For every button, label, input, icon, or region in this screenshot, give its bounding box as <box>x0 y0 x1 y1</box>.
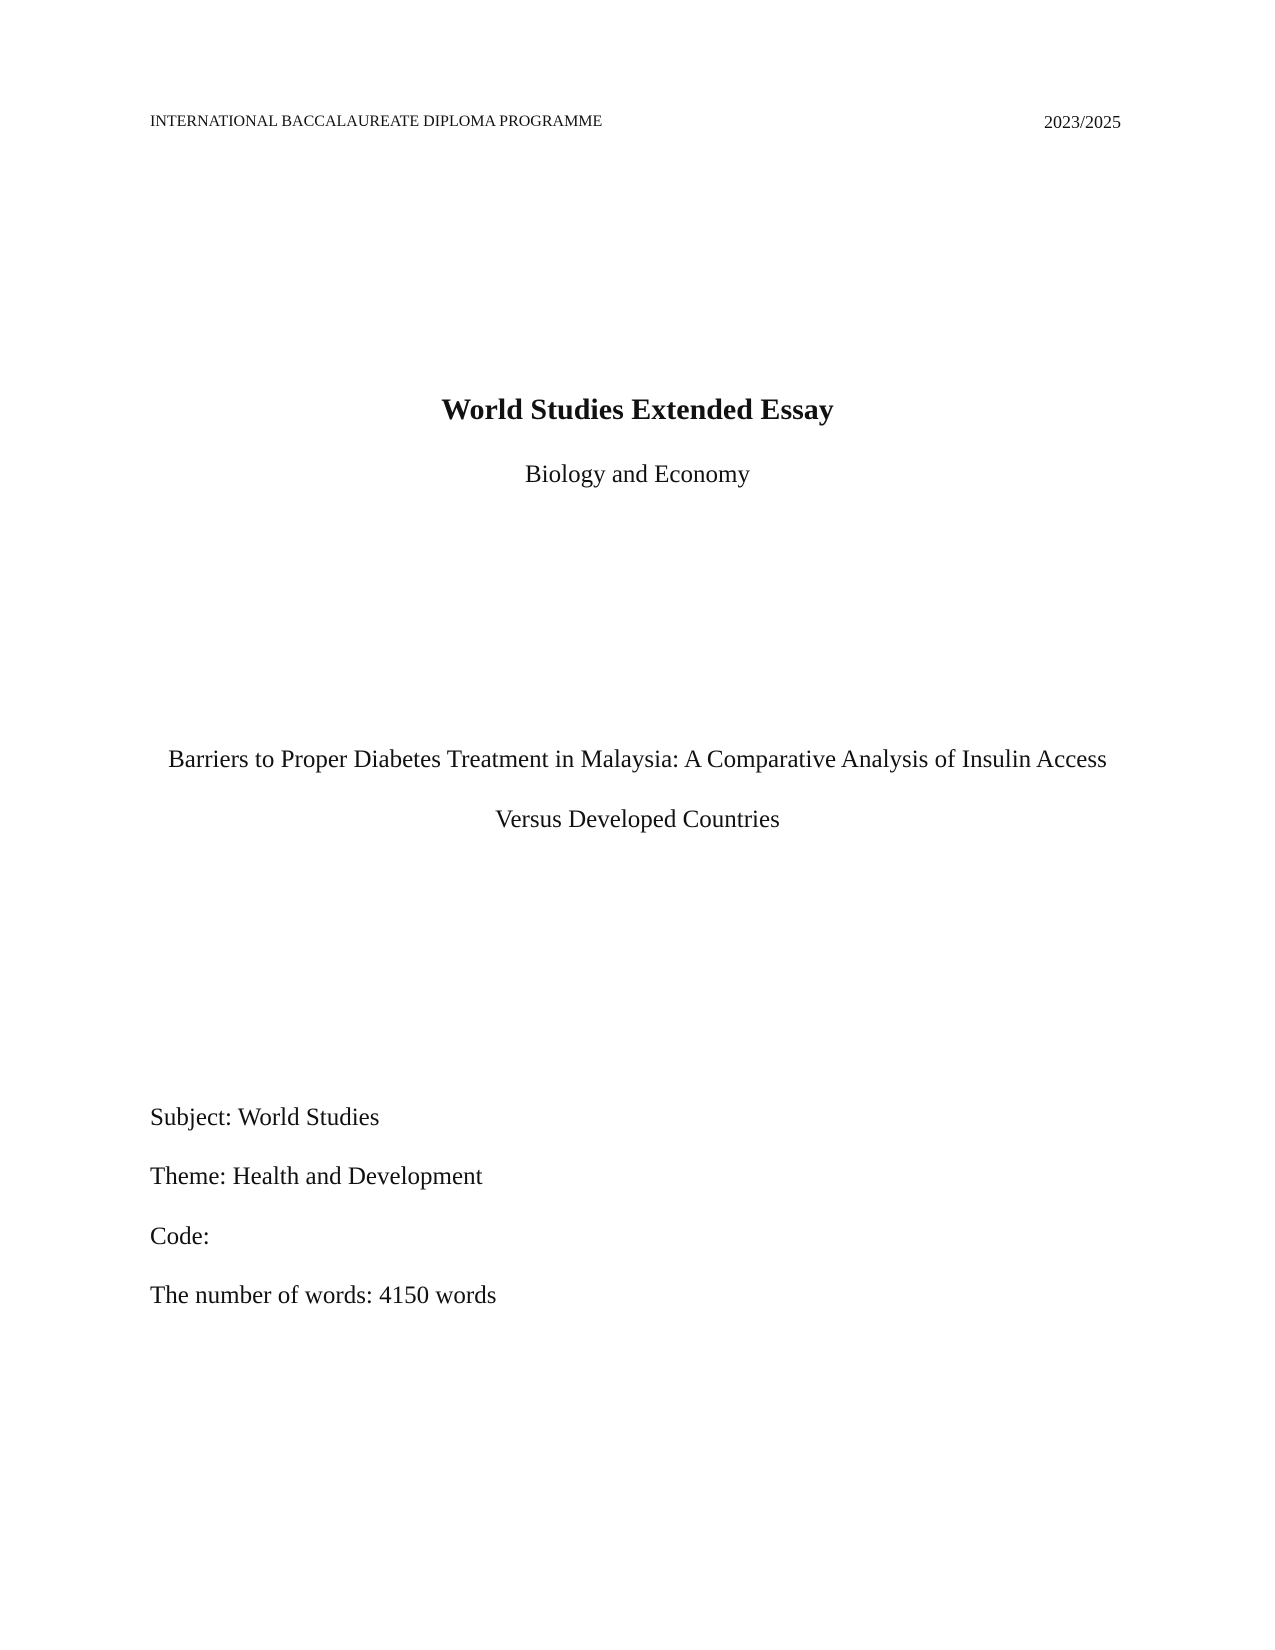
document-title: World Studies Extended Essay <box>441 393 834 426</box>
code-line: Code: <box>150 1223 210 1250</box>
essay-title-line-1: Barriers to Proper Diabetes Treatment in Malaysia: A Comparative Analysis of Insulin Access <box>168 746 1107 773</box>
essay-title-line-2: Versus Developed Countries <box>495 806 780 833</box>
programme-header: INTERNATIONAL BACCALAUREATE DIPLOMA PROGRAMME <box>150 113 603 130</box>
word-count-line: The number of words: 4150 words <box>150 1282 497 1309</box>
session-years: 2023/2025 <box>1043 112 1121 132</box>
subject-line: Subject: World Studies <box>150 1104 380 1131</box>
theme-line: Theme: Health and Development <box>150 1163 483 1190</box>
document-subtitle: Biology and Economy <box>525 461 750 488</box>
